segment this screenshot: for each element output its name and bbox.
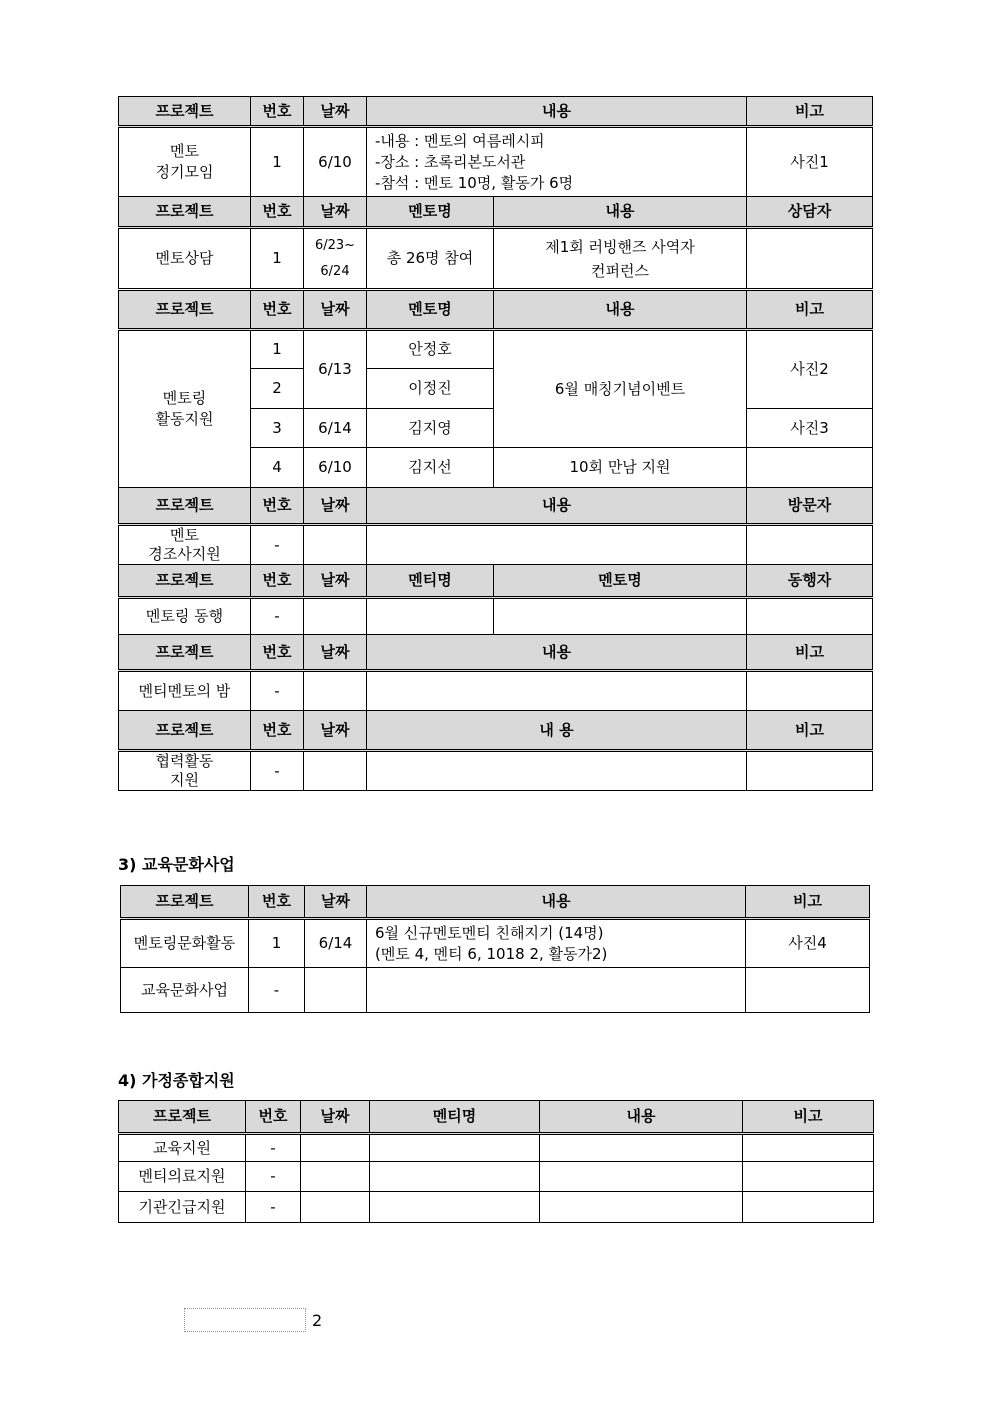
header-project: 프로젝트 <box>121 886 249 919</box>
project-cell <box>119 751 251 791</box>
no-cell: - <box>251 751 304 791</box>
content-cell: 10회 만남 지원 <box>494 448 747 488</box>
date-cell <box>301 1192 370 1223</box>
table-row <box>119 127 873 197</box>
header-content: 내용 <box>367 635 747 671</box>
mentor-cell: 총 26명 참여 <box>367 228 494 290</box>
mentor-cell: 김지선 <box>367 448 494 488</box>
project-line: 협력활동 <box>155 752 214 770</box>
page-number: 2 <box>312 1311 323 1330</box>
header-date: 날짜 <box>301 1101 370 1134</box>
header-no: 번호 <box>246 1101 301 1134</box>
header-note: 비고 <box>747 635 873 671</box>
table-row <box>119 1192 874 1223</box>
header-date: 날짜 <box>304 97 367 127</box>
date-cell: 6/14 <box>304 409 367 448</box>
header-no: 번호 <box>251 565 304 598</box>
note-cell: 사진3 <box>747 409 873 448</box>
header-date: 날짜 <box>304 635 367 671</box>
content-cell <box>367 525 747 565</box>
date-cell <box>304 751 367 791</box>
content-line: 컨퍼런스 <box>591 261 649 280</box>
header-project: 프로젝트 <box>119 635 251 671</box>
header-counselor: 상담자 <box>747 197 873 228</box>
project-cell: 멘티멘토의 밤 <box>119 671 251 711</box>
header-row <box>119 488 873 525</box>
header-project: 프로젝트 <box>119 711 251 751</box>
project-line: 멘토링 <box>162 389 207 407</box>
header-row <box>119 290 873 330</box>
content-cell <box>367 751 747 791</box>
header-note: 비고 <box>746 886 870 919</box>
content-cell <box>494 228 747 290</box>
project-cell <box>119 127 251 197</box>
date-cell <box>304 228 367 290</box>
no-cell: - <box>246 1134 301 1162</box>
project-name: 멘토 정기모임 <box>155 142 214 181</box>
no-cell: 4 <box>251 448 304 488</box>
content-cell <box>540 1192 743 1223</box>
header-content: 내 용 <box>367 711 747 751</box>
no-cell: 1 <box>251 127 304 197</box>
date-cell <box>304 525 367 565</box>
project-cell: 멘토상담 <box>119 228 251 290</box>
header-date: 날짜 <box>304 565 367 598</box>
header-no: 번호 <box>251 488 304 525</box>
note-cell <box>747 671 873 711</box>
header-content: 내용 <box>367 488 747 525</box>
header-note: 비고 <box>747 97 873 127</box>
table-row <box>119 671 873 711</box>
table-row <box>121 919 870 968</box>
content-cell <box>367 127 747 197</box>
project-cell: 멘티의료지원 <box>119 1162 246 1192</box>
date-cell <box>304 598 367 635</box>
note-cell <box>743 1192 874 1223</box>
header-no: 번호 <box>251 290 304 330</box>
mentor-cell: 김지영 <box>367 409 494 448</box>
table-row <box>119 1162 874 1192</box>
header-row <box>119 97 873 127</box>
companion-cell <box>747 598 873 635</box>
project-line: 멘토 <box>170 526 199 544</box>
no-cell: - <box>251 671 304 711</box>
date-cell <box>301 1162 370 1192</box>
header-no: 번호 <box>251 97 304 127</box>
header-row <box>119 635 873 671</box>
header-row <box>121 886 870 919</box>
date-cell <box>301 1134 370 1162</box>
header-no: 번호 <box>251 197 304 228</box>
header-note: 비고 <box>743 1101 874 1134</box>
header-date: 날짜 <box>305 886 367 919</box>
header-content: 내용 <box>367 886 746 919</box>
header-mentee: 멘티명 <box>367 565 494 598</box>
project-cell: 기관긴급지원 <box>119 1192 246 1223</box>
header-date: 날짜 <box>304 488 367 525</box>
mentor-cell: 안정호 <box>367 330 494 369</box>
no-cell: 1 <box>251 330 304 369</box>
date-cell <box>305 968 367 1013</box>
no-cell: - <box>246 1162 301 1192</box>
header-row <box>119 565 873 598</box>
header-note: 비고 <box>747 290 873 330</box>
main-program-table <box>118 96 873 791</box>
header-mentor: 멘토명 <box>494 565 747 598</box>
header-mentor: 멘토명 <box>367 290 494 330</box>
header-project: 프로젝트 <box>119 565 251 598</box>
section-title-education: 3) 교육문화사업 <box>118 855 235 874</box>
header-no: 번호 <box>249 886 305 919</box>
note-cell <box>746 968 870 1013</box>
content-line: 6월 신규멘토멘티 친해지기 (14명) <box>375 923 604 942</box>
table-row <box>119 751 873 791</box>
note-cell <box>743 1162 874 1192</box>
header-project: 프로젝트 <box>119 1101 246 1134</box>
content-line: -내용 : 멘토의 여름레시피 <box>375 131 545 150</box>
header-project: 프로젝트 <box>119 197 251 228</box>
project-cell: 멘토링문화활동 <box>121 919 249 968</box>
mentee-cell <box>367 598 494 635</box>
project-cell: 멘토링 동행 <box>119 598 251 635</box>
project-line: 활동지원 <box>155 410 214 428</box>
content-line: -장소 : 초록리본도서관 <box>375 152 526 171</box>
note-cell <box>747 448 873 488</box>
header-note: 비고 <box>747 711 873 751</box>
date-cell: 6/14 <box>305 919 367 968</box>
project-cell: 교육문화사업 <box>121 968 249 1013</box>
header-content: 내용 <box>494 197 747 228</box>
table-row <box>119 330 873 369</box>
table-row <box>119 598 873 635</box>
header-project: 프로젝트 <box>119 290 251 330</box>
date-cell <box>304 671 367 711</box>
header-content: 내용 <box>540 1101 743 1134</box>
header-no: 번호 <box>251 635 304 671</box>
project-line: 지원 <box>170 771 199 789</box>
table-row <box>119 228 873 290</box>
content-cell: 6월 매칭기념이벤트 <box>494 330 747 448</box>
header-date: 날짜 <box>304 711 367 751</box>
header-date: 날짜 <box>304 197 367 228</box>
no-cell: 2 <box>251 369 304 409</box>
footer-box <box>184 1308 306 1332</box>
section-title-family-support: 4) 가정종합지원 <box>118 1071 235 1090</box>
date-line: 6/24 <box>320 263 350 279</box>
no-cell: 3 <box>251 409 304 448</box>
header-content: 내용 <box>494 290 747 330</box>
no-cell: - <box>246 1192 301 1223</box>
header-visitor: 방문자 <box>747 488 873 525</box>
header-row <box>119 1101 874 1134</box>
note-cell: 사진2 <box>747 330 873 409</box>
header-row <box>119 711 873 751</box>
header-mentee: 멘티명 <box>370 1101 540 1134</box>
note-cell <box>747 751 873 791</box>
date-line: 6/23~ <box>314 237 356 253</box>
header-project: 프로젝트 <box>119 97 251 127</box>
note-cell: 사진4 <box>746 919 870 968</box>
no-cell: - <box>251 598 304 635</box>
header-companion: 동행자 <box>747 565 873 598</box>
header-no: 번호 <box>251 711 304 751</box>
content-cell <box>367 671 747 711</box>
content-cell <box>367 968 746 1013</box>
counselor-cell <box>747 228 873 290</box>
no-cell: 1 <box>249 919 305 968</box>
project-line: 경조사지원 <box>148 545 221 563</box>
education-culture-table <box>120 885 870 1013</box>
mentee-cell <box>370 1134 540 1162</box>
header-row <box>119 197 873 228</box>
no-cell: - <box>249 968 305 1013</box>
mentee-cell <box>370 1162 540 1192</box>
header-project: 프로젝트 <box>119 488 251 525</box>
visitor-cell <box>747 525 873 565</box>
content-line: 제1회 러빙핸즈 사역자 <box>545 237 695 256</box>
date-cell: 6/10 <box>304 127 367 197</box>
project-cell: 교육지원 <box>119 1134 246 1162</box>
date-cell: 6/13 <box>304 330 367 409</box>
content-line: (멘토 4, 멘티 6, 1018 2, 활동가2) <box>375 944 608 963</box>
header-mentor: 멘토명 <box>367 197 494 228</box>
header-content: 내용 <box>367 97 747 127</box>
mentor-cell: 이정진 <box>367 369 494 409</box>
content-line: -참석 : 멘토 10명, 활동가 6명 <box>375 173 574 192</box>
mentor-cell <box>494 598 747 635</box>
family-support-table <box>118 1100 874 1223</box>
table-row <box>119 525 873 565</box>
no-cell: - <box>251 525 304 565</box>
no-cell: 1 <box>251 228 304 290</box>
header-date: 날짜 <box>304 290 367 330</box>
date-cell: 6/10 <box>304 448 367 488</box>
content-cell <box>367 919 746 968</box>
table-row <box>121 968 870 1013</box>
mentee-cell <box>370 1192 540 1223</box>
note-cell <box>743 1134 874 1162</box>
content-cell <box>540 1162 743 1192</box>
project-cell <box>119 330 251 488</box>
table-row <box>119 1134 874 1162</box>
note-cell: 사진1 <box>747 127 873 197</box>
content-cell <box>540 1134 743 1162</box>
project-cell <box>119 525 251 565</box>
